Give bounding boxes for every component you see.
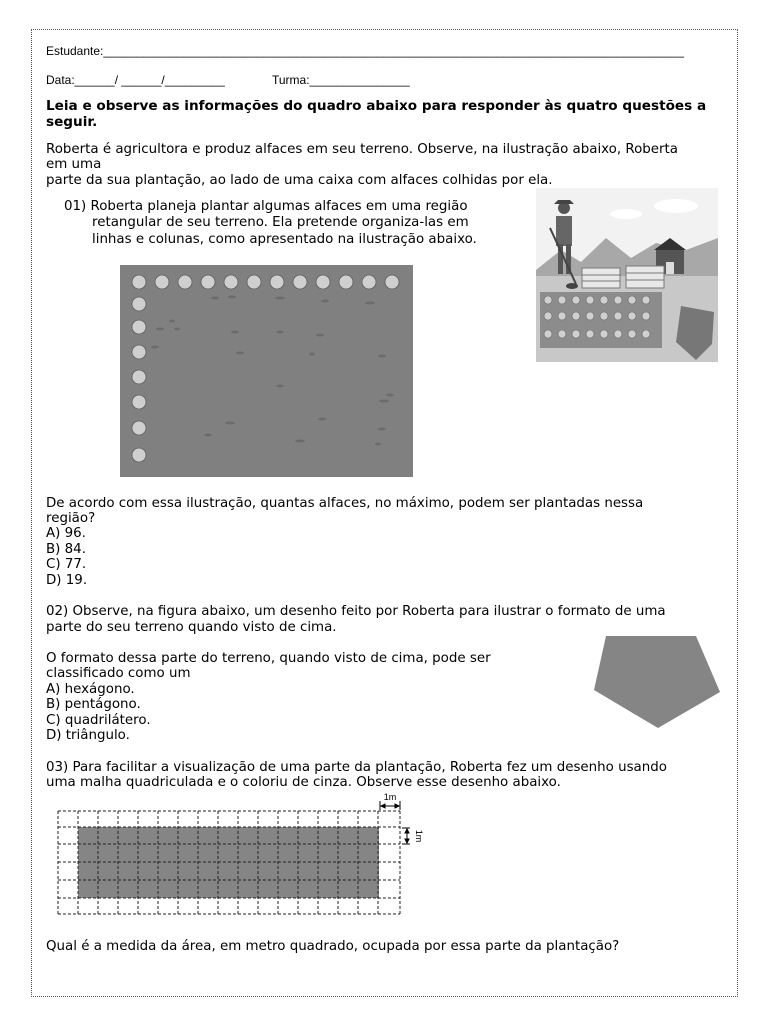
lettuce-field-illustration [120,265,413,477]
q1-option-b[interactable]: B) 84. [46,542,86,557]
instructions: Leia e observe as informações do quadro abaixo para responder às quatro questões a seguir. [46,98,707,130]
q2-prompt-line-2: classificado como um [46,666,191,681]
q2-line-1: 02) Observe, na figura abaixo, um desenho feito por Roberta para ilustrar o formato de uma [46,604,666,619]
grid-figure [52,790,422,920]
q2-prompt-line-1: O formato dessa parte do terreno, quando visto de cima, pode ser [46,651,491,666]
intro-line-1: Roberta é agricultora e produz alfaces em seu terreno. Observe, na ilustração abaixo, Roberta [46,142,678,157]
scale-label-horizontal: 1m [383,792,397,802]
intro-line-3: parte da sua plantação, ao lado de uma caixa com alfaces colhidas por ela. [46,173,553,188]
q1-option-c[interactable]: C) 77. [46,557,87,572]
farmer-illustration [536,188,718,362]
scale-vertical [402,828,410,844]
date-field[interactable]: Data:______/ ______/_________ [46,73,225,87]
q2-option-b[interactable]: B) pentágono. [46,697,141,712]
q1-line-1: 01) Roberta planeja plantar algumas alfaces em uma região [64,199,468,214]
q1-prompt-line-2: região? [46,511,96,526]
student-field[interactable]: Estudante:_______________________________________________________________________________________ [46,44,684,58]
class-field[interactable]: Turma:_______________ [272,73,410,87]
q1-prompt-line-1: De acordo com essa ilustração, quantas alfaces, no máximo, podem ser plantadas nessa [46,496,644,511]
q3-question: Qual é a medida da área, em metro quadrado, ocupada por essa parte da plantação? [46,939,620,954]
q2-option-d[interactable]: D) triângulo. [46,728,130,743]
q1-line-2: retangular de seu terreno. Ela pretende organiza-las em [92,215,469,230]
q2-option-c[interactable]: C) quadrilátero. [46,713,151,728]
q1-option-a[interactable]: A) 96. [46,526,86,541]
q1-option-d[interactable]: D) 19. [46,573,88,588]
intro-line-2: em uma [46,157,102,172]
q2-line-2: parte do seu terreno quando visto de cima. [46,620,337,635]
scale-horizontal [380,801,400,810]
pentagon-figure [592,636,722,730]
q1-line-3: linhas e colunas, como apresentado na ilustração abaixo. [92,232,477,247]
q2-option-a[interactable]: A) hexágono. [46,682,135,697]
q3-line-1: 03) Para facilitar a visualização de uma parte da plantação, Roberta fez um desenho usando [46,760,667,775]
scale-label-vertical: 1m [414,829,424,843]
q3-line-2: uma malha quadriculada e o coloriu de cinza. Observe esse desenho abaixo. [46,775,561,790]
